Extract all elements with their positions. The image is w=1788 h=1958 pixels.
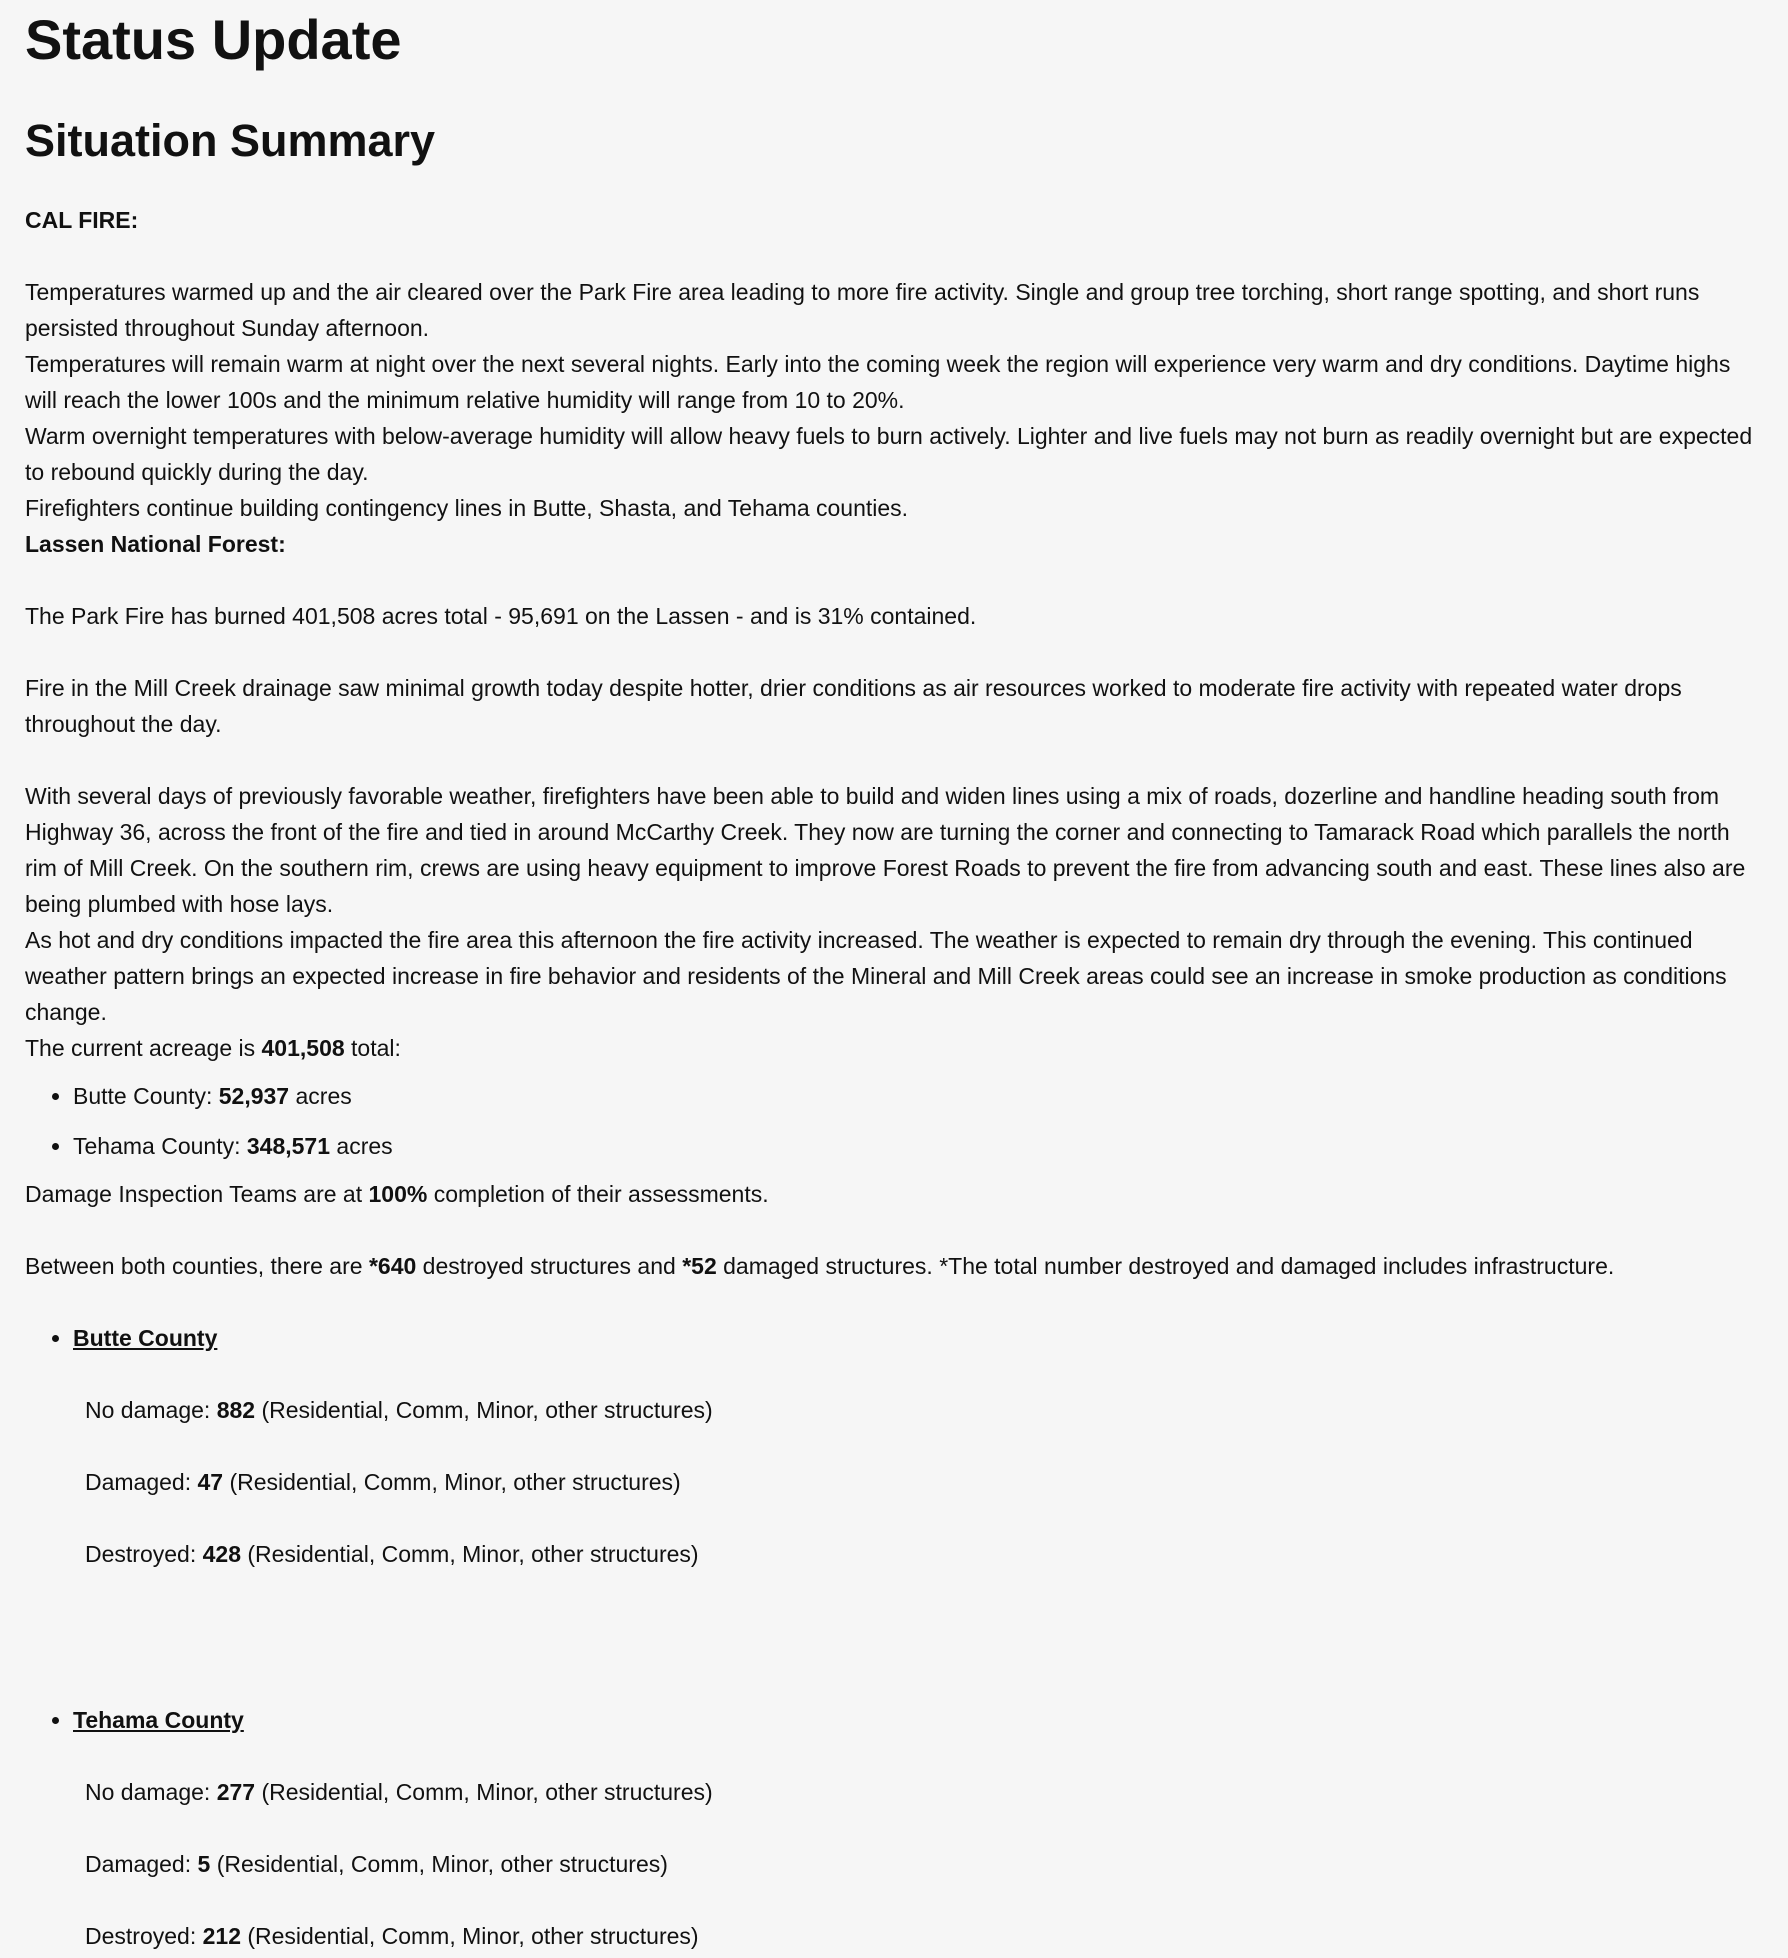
county-damage-row bbox=[85, 1392, 1763, 1428]
cal-fire-paragraph: Firefighters continue building contingency lines in Butte, Shasta, and Tehama counties. bbox=[25, 495, 909, 521]
county-name: Butte County bbox=[73, 1325, 218, 1351]
structures-damaged-count: *52 bbox=[682, 1253, 717, 1279]
row-value: 47 bbox=[197, 1469, 224, 1495]
row-value: 882 bbox=[216, 1397, 256, 1423]
row-label: No damage: bbox=[85, 1397, 217, 1423]
list-item bbox=[73, 1128, 1763, 1164]
acreage-list bbox=[25, 1078, 1763, 1164]
county-item bbox=[73, 1320, 1763, 1702]
inspection-status bbox=[25, 1176, 1763, 1212]
inspection-suffix: completion of their assessments. bbox=[427, 1181, 769, 1207]
cal-fire-paragraph: Temperatures warmed up and the air cleared over the Park Fire area leading to more fire activity. Single and group tree torching, short range spotting, and short runs persisted throughout Sunday afternoon. bbox=[25, 279, 1700, 341]
row-note: (Residential, Comm, Minor, other structures) bbox=[210, 1851, 668, 1877]
structures-middle: destroyed structures and bbox=[416, 1253, 683, 1279]
county-acreage-label: Butte County: bbox=[73, 1083, 219, 1109]
county-damage-row bbox=[85, 1846, 1763, 1882]
row-value: 5 bbox=[197, 1851, 211, 1877]
row-label: Destroyed: bbox=[85, 1923, 203, 1949]
acreage-summary bbox=[25, 1030, 1763, 1066]
acreage-total: 401,508 bbox=[261, 1035, 345, 1061]
row-label: Destroyed: bbox=[85, 1541, 203, 1567]
row-note: (Residential, Comm, Minor, other structures) bbox=[255, 1397, 713, 1423]
row-label: No damage: bbox=[85, 1779, 217, 1805]
row-note: (Residential, Comm, Minor, other structures) bbox=[255, 1779, 713, 1805]
cal-fire-paragraph: Temperatures will remain warm at night over the next several nights. Early into the coming week the region will experience very warm and dry conditions. Daytime highs will reach the lower 100s and the minimum relative humidity will range from 10 to 20%. bbox=[25, 351, 1731, 413]
lassen-conditions-paragraph: As hot and dry conditions impacted the fire area this afternoon the fire activity increased. The weather is expected to remain dry through the evening. This continued weather pattern brings an expected increase in fire behavior and residents of the Mineral and Mill Creek areas could see an increase in smoke production as conditions change. bbox=[25, 927, 1727, 1025]
list-item bbox=[73, 1078, 1763, 1114]
acreage-suffix: total: bbox=[344, 1035, 401, 1061]
county-damage-row bbox=[85, 1918, 1763, 1954]
row-note: (Residential, Comm, Minor, other structures) bbox=[240, 1541, 699, 1567]
cal-fire-heading: CAL FIRE: bbox=[25, 207, 139, 233]
page-title: Status Update bbox=[25, 8, 402, 71]
structures-suffix: damaged structures. *The total number destroyed and damaged includes infrastructure. bbox=[716, 1253, 1615, 1279]
county-damage-row bbox=[85, 1536, 1763, 1572]
structures-prefix: Between both counties, there are bbox=[25, 1253, 369, 1279]
county-name: Tehama County bbox=[73, 1707, 244, 1733]
county-acreage-value: 348,571 bbox=[246, 1133, 331, 1159]
county-acreage-value: 52,937 bbox=[218, 1083, 290, 1109]
lassen-lines-paragraph: With several days of previously favorable weather, firefighters have been able to build and widen lines using a mix of roads, dozerline and handline heading south from Highway 36, across the front of the fire and tied in around McCarthy Creek. They now are turning the corner and connecting to Tamarack Road which parallels the north rim of Mill Creek. On the southern rim, crews are using heavy equipment to improve Forest Roads to prevent the fire from advancing south and east. These lines also are being plumbed with hose lays. bbox=[25, 783, 1746, 917]
lassen-heading: Lassen National Forest: bbox=[25, 531, 286, 557]
row-value: 428 bbox=[202, 1541, 241, 1567]
lassen-mill-creek-paragraph: Fire in the Mill Creek drainage saw minimal growth today despite hotter, drier conditions as air resources worked to moderate fire activity with repeated water drops throughout the day. bbox=[25, 675, 1682, 737]
section-title: Situation Summary bbox=[25, 115, 436, 166]
county-acreage-unit: acres bbox=[289, 1083, 352, 1109]
cal-fire-paragraph: Warm overnight temperatures with below-average humidity will allow heavy fuels to burn actively. Lighter and live fuels may not burn as readily overnight but are expected to rebound quickly during the day. bbox=[25, 423, 1753, 485]
structures-summary bbox=[25, 1248, 1763, 1284]
inspection-prefix: Damage Inspection Teams are at bbox=[25, 1181, 369, 1207]
county-acreage-label: Tehama County: bbox=[73, 1133, 247, 1159]
county-damage-list bbox=[25, 1320, 1763, 1954]
row-note: (Residential, Comm, Minor, other structures) bbox=[240, 1923, 699, 1949]
row-value: 212 bbox=[202, 1923, 241, 1949]
row-label: Damaged: bbox=[85, 1469, 198, 1495]
row-value: 277 bbox=[216, 1779, 256, 1805]
county-damage-row bbox=[85, 1464, 1763, 1500]
structures-destroyed-count: *640 bbox=[368, 1253, 417, 1279]
inspection-value: 100% bbox=[368, 1181, 428, 1207]
row-note: (Residential, Comm, Minor, other structures) bbox=[223, 1469, 681, 1495]
row-label: Damaged: bbox=[85, 1851, 198, 1877]
lassen-burned-paragraph: The Park Fire has burned 401,508 acres total - 95,691 on the Lassen - and is 31% contained. bbox=[25, 603, 977, 629]
county-acreage-unit: acres bbox=[330, 1133, 393, 1159]
county-item bbox=[73, 1702, 1763, 1954]
county-damage-row bbox=[85, 1774, 1763, 1810]
acreage-prefix: The current acreage is bbox=[25, 1035, 262, 1061]
